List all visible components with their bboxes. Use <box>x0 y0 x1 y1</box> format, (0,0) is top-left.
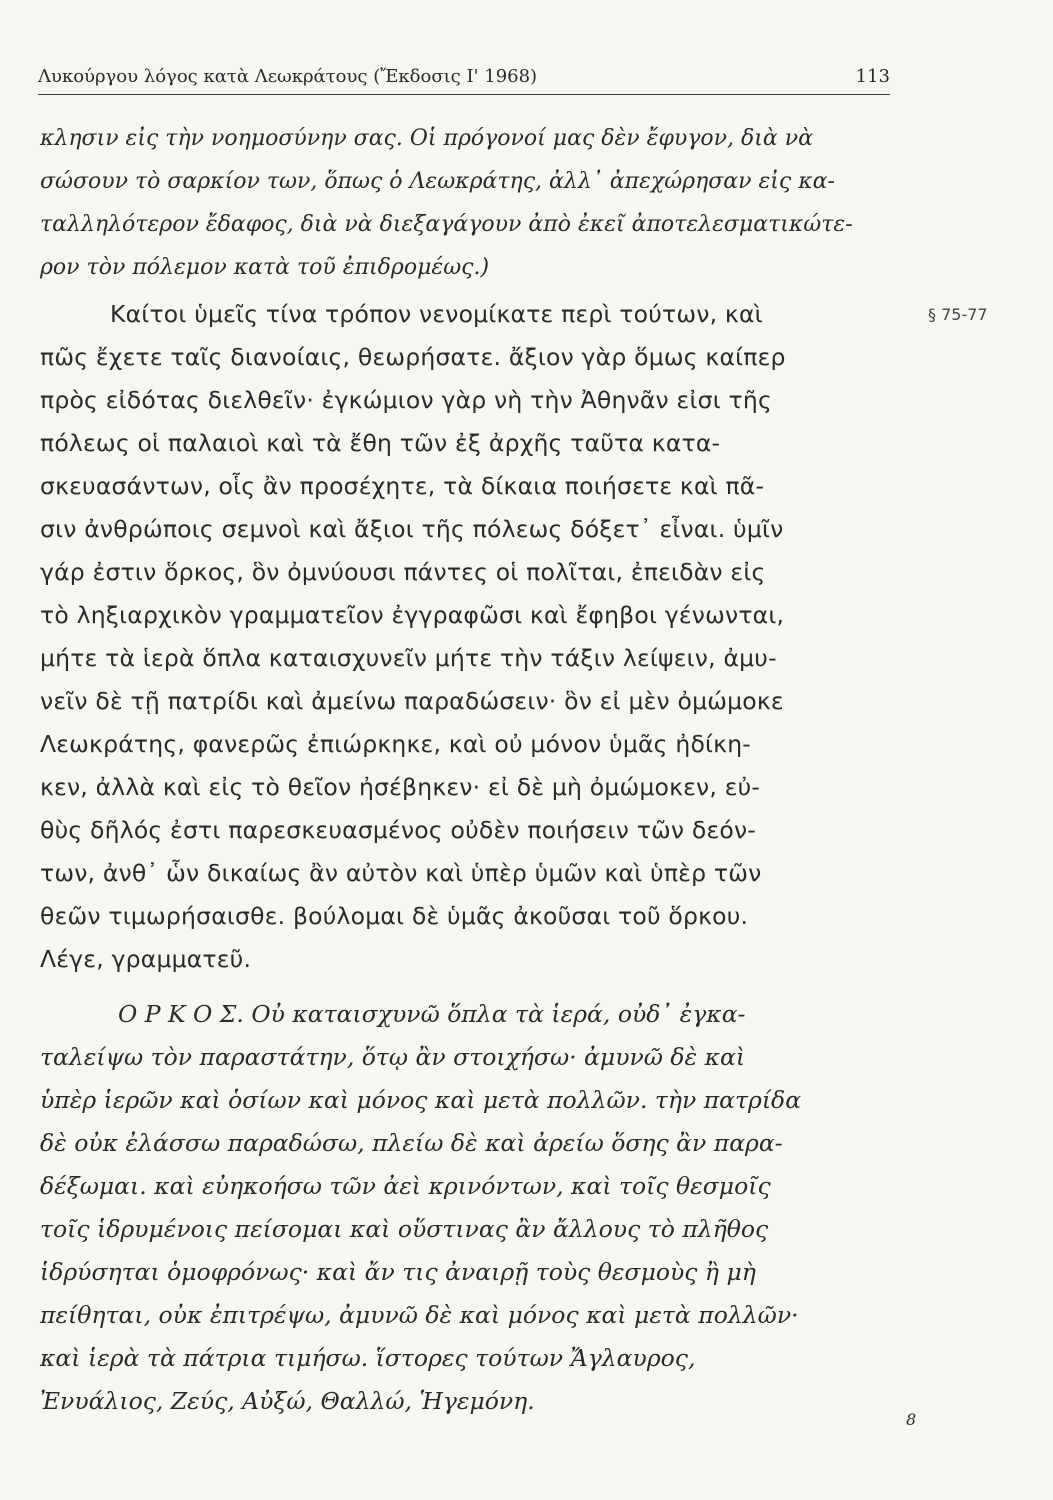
text-line: Λέγε, γραμματεῦ. <box>40 945 252 973</box>
text-line: γάρ ἐστιν ὅρκος, ὃν ὀμνύουσι πάντες οἱ πολῖται, ἐπειδὰν εἰς <box>40 558 766 586</box>
note-line: κλησιν εἰς τὴν νοημοσύνην σας. Οἱ πρόγονοί μας δὲν ἔφυγον, διὰ νὰ <box>40 126 813 151</box>
text-line: Καίτοι ὑμεῖς τίνα τρόπον νενομίκατε περὶ τούτων, καὶ <box>110 300 763 328</box>
note-line: ταλληλότερον ἔδαφος, διὰ νὰ διεξαγάγουν ἀπὸ ἐκεῖ ἀποτελεσματικώτε- <box>40 212 853 237</box>
text-line: μήτε τὰ ἱερὰ ὅπλα καταισχυνεῖν μήτε τὴν τάξιν λείψειν, ἀμυ- <box>40 644 777 672</box>
oath-line: τοῖς ἱδρυμένοις πείσομαι καὶ οὕστινας ἂν ἄλλους τὸ πλῆθος <box>40 1215 769 1243</box>
text-line: νεῖν δὲ τῇ πατρίδι καὶ ἀμείνω παραδώσειν· ὃν εἰ μὲν ὀμώμοκε <box>40 687 784 715</box>
oath-line: δὲ οὐκ ἐλάσσω παραδώσω, πλείω δὲ καὶ ἀρείω ὅσης ἂν παρα- <box>40 1129 783 1157</box>
text-line: Λεωκράτης, φανερῶς ἐπιώρκηκε, καὶ οὐ μόνον ὑμᾶς ἠδίκη- <box>40 730 751 758</box>
text-line: θὺς δῆλός ἐστι παρεσκευασμένος οὐδὲν ποιήσειν τῶν δεόν- <box>40 816 756 844</box>
note-line: ρον τὸν πόλεμον κατὰ τοῦ ἐπιδρομέως.) <box>40 255 490 280</box>
margin-section-ref: § 75-77 <box>928 305 988 324</box>
text-line: πόλεως οἱ παλαιοὶ καὶ τὰ ἔθη τῶν ἐξ ἀρχῆς ταῦτα κατα- <box>40 429 721 457</box>
running-header <box>38 62 890 95</box>
oath-line: Ο Ρ Κ Ο Σ. Οὐ καταισχυνῶ ὅπλα τὰ ἱερά, οὐδ᾽ ἐγκα- <box>118 1000 746 1028</box>
text-line: θεῶν τιμωρήσαισθε. βούλομαι δὲ ὑμᾶς ἀκοῦσαι τοῦ ὅρκου. <box>40 902 749 930</box>
text-line: των, ἀνθ᾽ ὧν δικαίως ἂν αὐτὸν καὶ ὑπὲρ ὑμῶν καὶ ὑπὲρ τῶν <box>40 859 762 887</box>
oath-line: Ἐνυάλιος, Ζεύς, Αὐξώ, Θαλλώ, Ἡγεμόνη. <box>40 1387 535 1415</box>
oath-line: καὶ ἱερὰ τὰ πάτρια τιμήσω. ἵστορες τούτων Ἄγλαυρος, <box>40 1344 696 1372</box>
signature-mark: 8 <box>906 1410 917 1429</box>
text-line: τὸ ληξιαρχικὸν γραμματεῖον ἐγγραφῶσι καὶ ἔφηβοι γένωνται, <box>40 601 785 629</box>
text-line: σκευασάντων, οἷς ἂν προσέχητε, τὰ δίκαια ποιήσετε καὶ πᾶ- <box>40 472 765 500</box>
text-line: σιν ἀνθρώποις σεμνοὶ καὶ ἄξιοι τῆς πόλεως δόξετ᾽ εἶναι. ὑμῖν <box>40 515 784 543</box>
text-line: πῶς ἔχετε ταῖς διανοίαις, θεωρήσατε. ἄξιον γὰρ ὅμως καίπερ <box>40 343 786 371</box>
oath-line: πείθηται, οὐκ ἐπιτρέψω, ἀμυνῶ δὲ καὶ μόνος καὶ μετὰ πολλῶν· <box>40 1301 799 1329</box>
header-title: Λυκούργου λόγος κατὰ Λεωκράτους (Ἔκδοσις Ι' 1968) <box>38 66 538 87</box>
oath-line: ὑπὲρ ἱερῶν καὶ ὁσίων καὶ μόνος καὶ μετὰ πολλῶν. τὴν πατρίδα <box>40 1086 802 1114</box>
text-line: πρὸς εἰδότας διελθεῖν· ἐγκώμιον γὰρ νὴ τὴν Ἀθηνᾶν εἰσι τῆς <box>40 386 772 414</box>
oath-line: δέξωμαι. καὶ εὐηκοήσω τῶν ἀεὶ κρινόντων, καὶ τοῖς θεσμοῖς <box>40 1172 771 1200</box>
page-number: 113 <box>855 66 890 87</box>
note-line: σώσουν τὸ σαρκίον των, ὅπως ὁ Λεωκράτης, ἀλλ᾽ ἀπεχώρησαν εἰς κα- <box>40 169 835 194</box>
text-line: κεν, ἀλλὰ καὶ εἰς τὸ θεῖον ἠσέβηκεν· εἰ δὲ μὴ ὀμώμοκεν, εὐ- <box>40 773 761 801</box>
oath-line: ταλείψω τὸν παραστάτην, ὅτῳ ἂν στοιχήσω· ἀμυνῶ δὲ καὶ <box>40 1043 746 1071</box>
oath-line: ἱδρύσηται ὁμοφρόνως· καὶ ἄν τις ἀναιρῇ τοὺς θεσμοὺς ἢ μὴ <box>40 1258 756 1286</box>
